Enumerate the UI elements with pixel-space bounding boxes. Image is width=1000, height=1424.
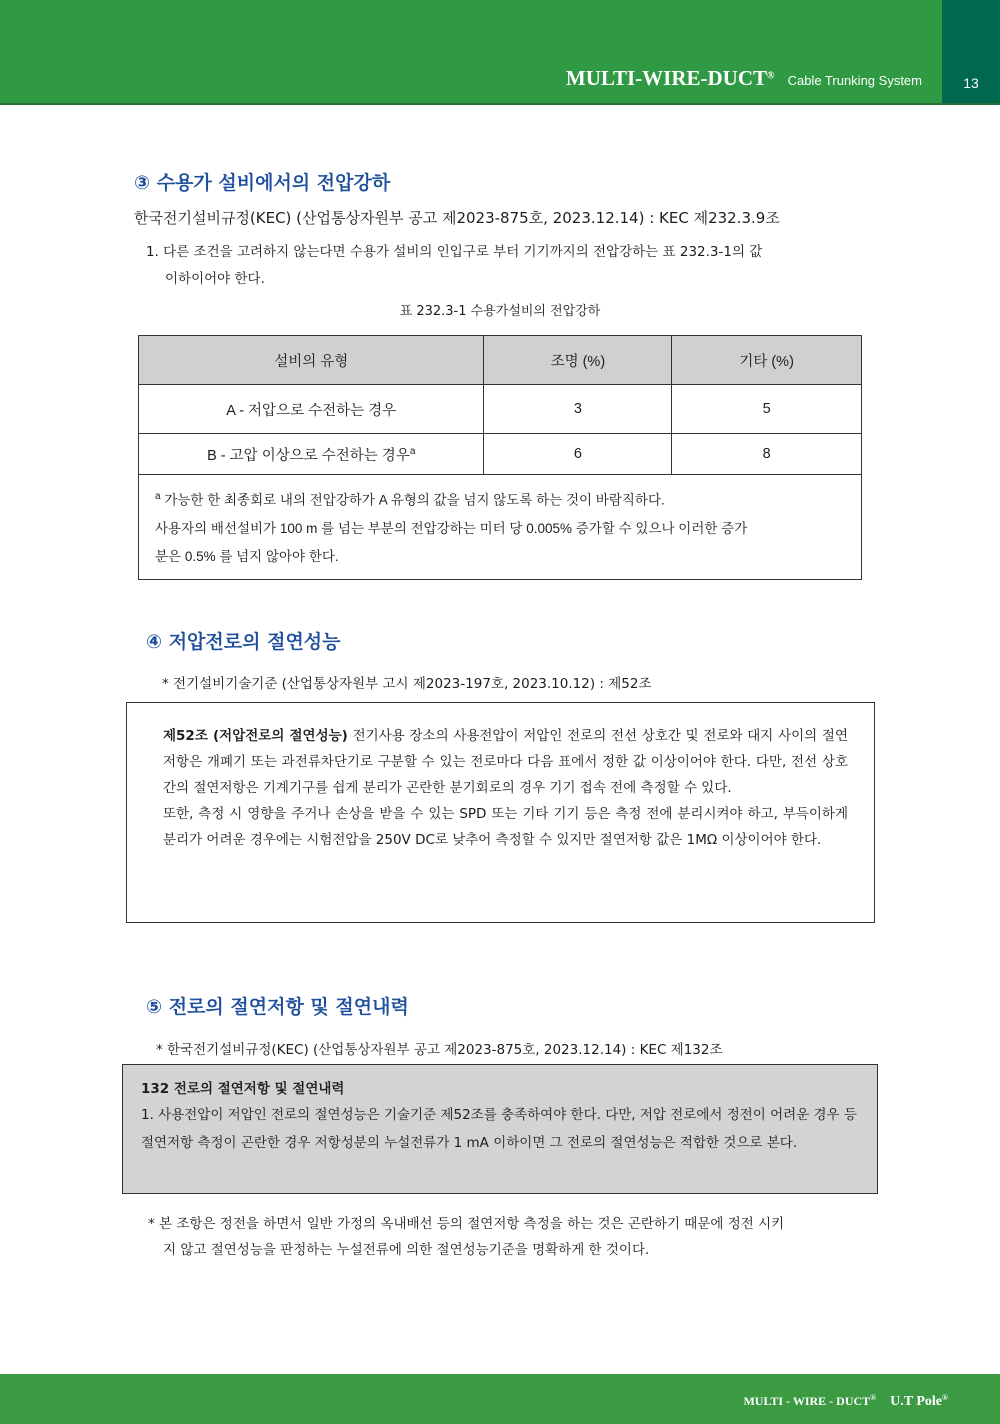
section5-note-line2: 지 않고 절연성능을 판정하는 누설전류에 의한 절연성능기준을 명확하게 한 것이다.	[163, 1242, 650, 1258]
footnote-marker: a	[409, 445, 416, 457]
section5-note-line1: * 본 조항은 정전을 하면서 일반 가정의 옥내배선 등의 절연저항 측정을 하는 것은 곤란하기 때문에 정전 시키	[148, 1216, 785, 1232]
voltage-drop-table	[138, 335, 862, 580]
header-reg-mark: ®	[767, 70, 775, 82]
footer-product: U.T Pole	[890, 1394, 943, 1409]
page-header	[0, 0, 1000, 105]
footnote-marker: a	[155, 491, 161, 502]
table-note-line: 분은 0.5% 를 넘지 않아야 한다.	[155, 548, 339, 564]
page-number: 13	[963, 75, 979, 91]
table-cell: 6	[484, 434, 672, 475]
table-cell: 3	[484, 385, 672, 434]
table-cell: 5	[672, 385, 862, 434]
table-header-cell: 기타 (%)	[672, 336, 862, 385]
table-cell-text: B - 고압 이상으로 수전하는 경우	[207, 447, 410, 464]
table-cell: A - 저압으로 수전하는 경우	[139, 385, 484, 434]
table-note-line: 사용자의 배선설비가 100 m 를 넘는 부분의 전압강하는 미터 당 0.005% 증가할 수 있으나 이러한 증가	[155, 520, 748, 536]
article132-heading: 132 전로의 절연저항 및 절연내력	[141, 1081, 345, 1097]
article52-paragraph2: 또한, 측정 시 영향을 주거나 손상을 받을 수 있는 SPD 또는 기타 기기 등은 측정 전에 분리시켜야 하고, 부득이하게 분리가 어려운 경우에는 시험전압을 250V DC로 낮추어 측정할 수 있지만 절연저항 값은 1MΩ 이상이어야 한다.	[163, 806, 848, 848]
section3-source: 한국전기설비규정(KEC) (산업통상자원부 공고 제2023-875호, 2023.12.14) : KEC 제232.3.9조	[134, 209, 780, 227]
table-note-line	[155, 483, 845, 515]
article132-text: 1. 사용전압이 저압인 전로의 절연성능은 기술기준 제52조를 충족하여야 한다. 다만, 저압 전로에서 정전이 어려운 경우 등 절연저항 측정이 곤란한 경우 저항성분의 누설전류가 1 mA 이하이면 그 전로의 절연성능은 적합한 것으로 본다.	[141, 1107, 857, 1151]
footer-reg-mark-2: ®	[942, 1393, 948, 1402]
footer-brand: MULTI - WIRE - DUCT	[743, 1394, 871, 1408]
header-subtitle: Cable Trunking System	[787, 73, 922, 88]
article132-box	[122, 1064, 878, 1194]
header-brand: MULTI-WIRE-DUCT	[565, 66, 768, 90]
table-header-cell: 조명 (%)	[484, 336, 672, 385]
table-note-row	[139, 475, 862, 580]
header-title	[566, 66, 922, 91]
table-cell	[139, 434, 484, 475]
section4-source: * 전기설비기술기준 (산업통상자원부 고시 제2023-197호, 2023.10.12) : 제52조	[162, 676, 652, 692]
footer-brand-text	[743, 1393, 948, 1410]
table-row	[139, 434, 862, 475]
table-note-text: 가능한 한 최종회로 내의 전압강하가 A 유형의 값을 넘지 않도록 하는 것이 바람직하다.	[164, 492, 665, 508]
article52-box	[126, 702, 875, 923]
table-note	[139, 475, 862, 580]
article52-title: 제52조 (저압전로의 절연성능)	[163, 728, 348, 744]
section3-item1-line2: 이하이어야 한다.	[165, 271, 265, 287]
page-footer	[0, 1374, 1000, 1424]
table-header-row	[139, 336, 862, 385]
table-header-cell: 설비의 유형	[139, 336, 484, 385]
article52-text1: 전기사용 장소의 사용전압이 저압인 전로의 전선 상호간 및 전로와 대지 사이의 절연저항은 개폐기 또는 과전류차단기로 구분할 수 있는 전로마다 다음 표에서 정한 값 이상이어야 한다. 다만, 전선 상호간의 절연저항은 기계기구를 쉽게 분리가 곤란한 분기회로의 경우 기기 접속 전에 측정할 수 있다.	[163, 728, 848, 796]
article52-paragraph1	[163, 723, 848, 801]
section5-source: * 한국전기설비규정(KEC) (산업통상자원부 공고 제2023-875호, 2023.12.14) : KEC 제132조	[156, 1042, 723, 1058]
table-caption: 표 232.3-1 수용가설비의 전압강하	[399, 304, 601, 319]
footer-reg-mark: ®	[870, 1393, 877, 1402]
section3-item1-line1: 1. 다른 조건을 고려하지 않는다면 수용가 설비의 인입구로 부터 기기까지의 전압강하는 표 232.3-1의 값	[146, 244, 763, 260]
table-row	[139, 385, 862, 434]
section3-title: ③ 수용가 설비에서의 전압강하	[134, 172, 391, 194]
table-cell: 8	[672, 434, 862, 475]
section5-title: ⑤ 전로의 절연저항 및 절연내력	[146, 996, 409, 1018]
section4-title: ④ 저압전로의 절연성능	[146, 631, 341, 653]
